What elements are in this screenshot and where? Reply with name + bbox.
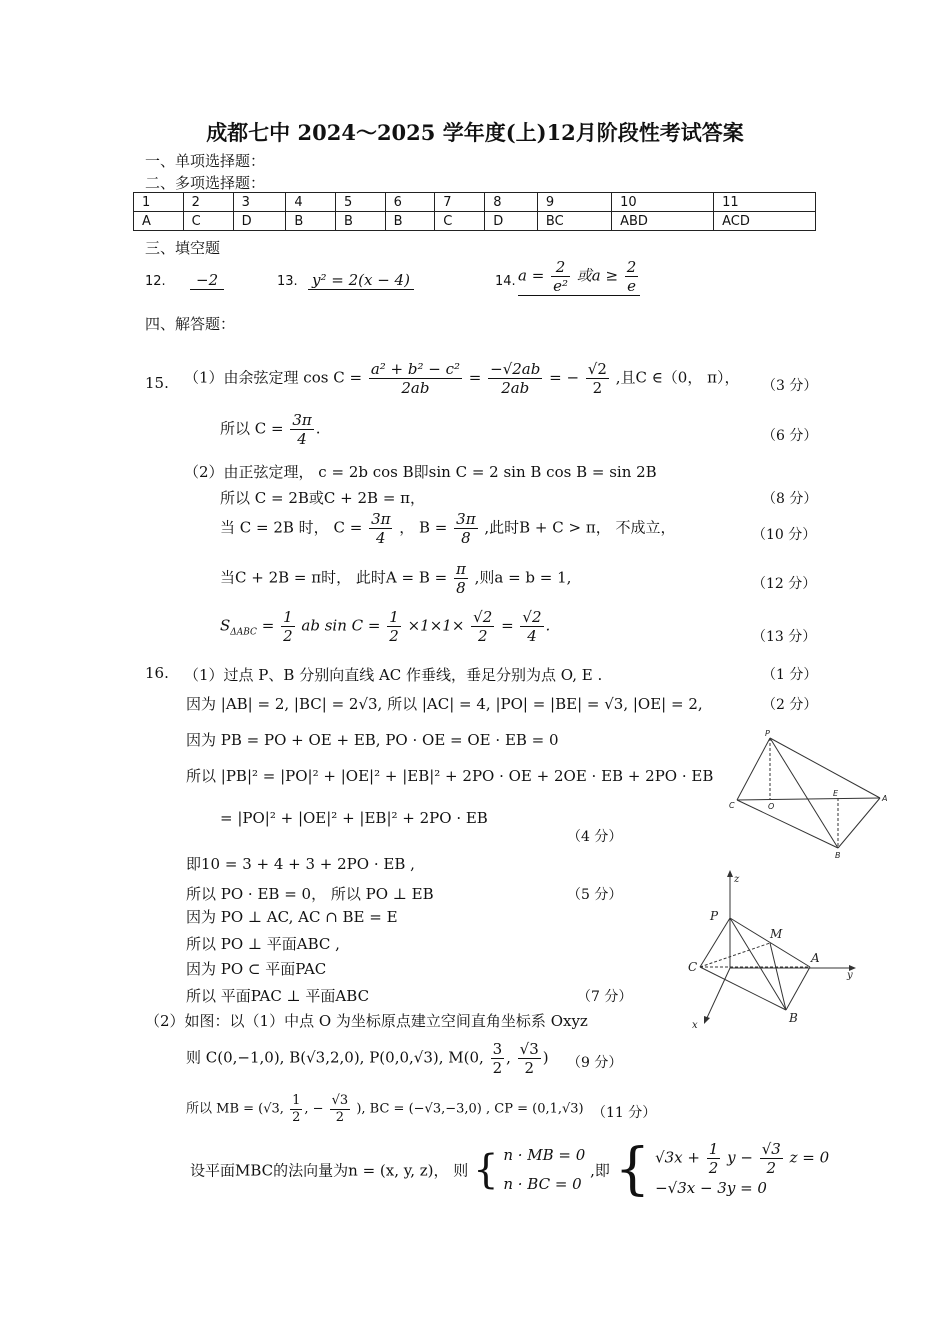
label-b: B xyxy=(835,851,841,860)
fraction xyxy=(471,608,494,645)
fraction xyxy=(551,258,570,295)
denominator: 2 xyxy=(592,379,603,397)
label-c: C xyxy=(729,801,735,810)
text: 所以 MB = (√3, xyxy=(186,1101,284,1117)
numerator: 1 xyxy=(389,608,399,626)
table-cell: 2 xyxy=(183,193,233,212)
equation: n · MB = 0 xyxy=(503,1146,586,1165)
numerator: 1 xyxy=(708,1140,719,1158)
table-cell: 8 xyxy=(485,193,538,212)
numerator: √3 xyxy=(331,1093,349,1108)
text: . xyxy=(315,419,321,438)
text: ,即 xyxy=(590,1161,610,1180)
text: = xyxy=(501,616,514,635)
denominator: 2ab xyxy=(501,379,530,397)
numerator: a² + b² − c² xyxy=(370,360,461,378)
table-cell: 5 xyxy=(335,193,385,212)
fraction xyxy=(387,608,401,645)
label-o: O xyxy=(768,802,775,811)
denominator: 4 xyxy=(297,430,307,448)
denominator: 2 xyxy=(335,1109,345,1125)
q15-line-2 xyxy=(220,411,321,448)
q16-line-8: 因为 PO ⊥ AC, AC ∩ BE = E xyxy=(186,908,398,926)
text: ) xyxy=(542,1048,549,1067)
q16-line-9: 所以 PO ⊥ 平面ABC , xyxy=(186,935,340,953)
q12-label: 12. xyxy=(145,274,166,289)
table-cell: 1 xyxy=(134,193,184,212)
brace-left: { xyxy=(473,1146,499,1193)
fraction xyxy=(369,510,392,547)
q12-answer: −2 xyxy=(190,271,224,290)
brace-left: { xyxy=(614,1136,651,1202)
table-cell: 3 xyxy=(233,193,286,212)
denominator: 2 xyxy=(477,627,488,645)
text: 则 C(0,−1,0), B(√3,2,0), P(0,0,√3), M(0, xyxy=(186,1048,484,1067)
q15-line-7 xyxy=(220,608,550,645)
section-multi-choice: 二、多项选择题： xyxy=(145,174,266,192)
table-cell: C xyxy=(435,212,485,231)
q15-line-6 xyxy=(220,560,571,597)
numerator: −√2ab xyxy=(490,360,541,378)
denominator: 2ab xyxy=(401,379,430,397)
label-m: M xyxy=(770,927,783,941)
table-cell: BC xyxy=(537,212,611,231)
score-mark: （10 分） xyxy=(752,527,817,543)
q15-line-4: 所以 C = 2B或C + 2B = π， xyxy=(220,489,426,507)
fraction xyxy=(488,360,542,397)
numerator: √2 xyxy=(587,360,607,378)
score-mark: （7 分） xyxy=(577,989,633,1005)
denominator: e² xyxy=(553,277,568,295)
numerator: 2 xyxy=(551,258,570,277)
edge-ab xyxy=(838,798,880,848)
text: z = 0 xyxy=(789,1148,830,1167)
q14-or: 或a ≥ xyxy=(576,266,619,285)
q16-line-2: 因为 |AB| = 2, |BC| = 2√3, 所以 |AC| = 4, |PO| = |BE| = √3, |OE| = 2, xyxy=(186,695,703,713)
numerator: √2 xyxy=(522,608,542,626)
table-cell: 4 xyxy=(286,193,336,212)
numerator: √3 xyxy=(761,1140,781,1158)
score-mark: （12 分） xyxy=(752,576,817,592)
table-cell: C xyxy=(183,212,233,231)
label-p: P xyxy=(765,729,770,738)
edge-pc xyxy=(737,738,770,800)
text: y − xyxy=(727,1148,753,1167)
text: . xyxy=(545,616,551,635)
table-cell: D xyxy=(233,212,286,231)
text: ,且C ∈（0， π）， xyxy=(615,368,740,387)
q13-label: 13. xyxy=(277,274,298,289)
q16-line-13: 则 C(0,−1,0), B(√3,2,0), P(0,0,√3), M(0, $\frac{3}{2}$ , $\frac{√3}{2}$ ) xyxy=(186,1040,549,1077)
table-cell: B xyxy=(335,212,385,231)
text: 设平面MBC的法向量为n = (x, y, z)， 则 xyxy=(190,1161,469,1180)
score-mark: （8 分） xyxy=(762,491,818,507)
q16-line-15 xyxy=(190,1136,830,1202)
label-x: x xyxy=(692,1020,698,1031)
table-cell: A xyxy=(134,212,184,231)
numerator: 3π xyxy=(292,411,312,429)
fraction xyxy=(290,411,313,448)
equation-system-2 xyxy=(655,1140,829,1200)
section-fill-blank: 三、填空题 xyxy=(145,239,221,257)
numerator: √3 xyxy=(519,1040,539,1058)
fraction xyxy=(454,510,477,547)
score-mark: （5 分） xyxy=(567,887,623,903)
denominator: e xyxy=(627,277,637,295)
score-mark: （11 分） xyxy=(592,1105,657,1121)
equation xyxy=(655,1140,829,1177)
q16-line-1: （1）过点 P、B 分别向直线 AC 作垂线，垂足分别为点 O, E . xyxy=(184,666,603,684)
text: ， B = xyxy=(399,518,448,537)
table-cell: D xyxy=(485,212,538,231)
q16-line-4: 所以 |PB|² = |PO|² + |OE|² + |EB|² + 2PO · OE + 2OE · EB + 2PO · EB xyxy=(186,767,714,785)
numerator: 3 xyxy=(492,1040,503,1058)
q16-line-11: 所以 平面PAC ⊥ 平面ABC xyxy=(186,987,370,1005)
denominator: 2 xyxy=(292,1109,301,1125)
section-single-choice: 一、单项选择题： xyxy=(145,152,266,170)
fraction xyxy=(281,608,295,645)
denominator: 2 xyxy=(283,627,293,645)
q16-line-12: （2）如图：以（1）中点 O 为坐标原点建立空间直角坐标系 Oxyz xyxy=(145,1012,588,1030)
denominator: 4 xyxy=(527,627,537,645)
q14-answer xyxy=(518,258,640,296)
table-cell: ABD xyxy=(612,212,714,231)
q16-label: 16. xyxy=(145,664,169,682)
numerator: 3π xyxy=(371,510,391,528)
edge-pc xyxy=(700,918,730,967)
score-mark: （3 分） xyxy=(762,378,818,394)
text: ×1×1× xyxy=(407,616,465,635)
text: ,则a = b = 1, xyxy=(474,568,572,587)
edge-pa xyxy=(770,738,880,798)
numerator: √2 xyxy=(473,608,493,626)
score-mark: （9 分） xyxy=(567,1055,623,1071)
q15-label: 15. xyxy=(145,374,169,392)
q16-line-10: 因为 PO ⊂ 平面PAC xyxy=(186,960,327,978)
label-a: A xyxy=(811,951,820,965)
q14-label: 14. xyxy=(495,274,516,289)
text: ab sin C = xyxy=(301,616,381,635)
score-mark: （1 分） xyxy=(762,667,818,683)
text: 当 C = 2B 时， C = xyxy=(220,518,363,537)
z-arrow-icon xyxy=(727,870,733,877)
denominator: 2 xyxy=(708,1159,719,1177)
fraction xyxy=(369,360,462,397)
answer-table-answer-row xyxy=(134,212,816,231)
q14-lhs: a = xyxy=(518,266,545,285)
fraction xyxy=(707,1140,721,1177)
edge-ab xyxy=(786,967,810,1010)
text: S xyxy=(220,616,231,635)
table-cell: 9 xyxy=(537,193,611,212)
score-mark: （13 分） xyxy=(752,629,817,645)
denominator: 4 xyxy=(375,529,386,547)
label-e: E xyxy=(833,789,839,798)
x-arrow-icon xyxy=(704,1016,710,1024)
q16-line-5: = |PO|² + |OE|² + |EB|² + 2PO · EB xyxy=(220,809,488,827)
numerator: 1 xyxy=(283,608,293,626)
denominator: 8 xyxy=(461,529,471,547)
equation: −√3x − 3y = 0 xyxy=(655,1179,767,1197)
denominator: 2 xyxy=(766,1159,777,1177)
text: ,此时B + C > π， 不成立， xyxy=(484,518,676,537)
table-cell: ACD xyxy=(714,212,816,231)
fraction xyxy=(491,1040,505,1077)
q15-line-1: （1）由余弦定理 cos C = $\frac{\text{a² + b² − c²}}{2ab}$ = $\frac{-√2ab}{2ab}$ = − $\frac{√2}{2}$ ,且C ∈（0， π）， xyxy=(184,360,740,397)
q16-line-7: 所以 PO · EB = 0， 所以 PO ⊥ EB xyxy=(186,885,434,903)
edge-pa xyxy=(730,918,810,967)
table-cell: 10 xyxy=(612,193,714,212)
q16-line-14: 所以 MB = (√3, $\frac{1}{2}$ , − $\frac{√3}{2}$ ), BC = (−√3,−3,0) , CP = (0,1,√3) xyxy=(186,1093,584,1125)
numerator: 3π xyxy=(456,510,476,528)
fraction xyxy=(760,1140,783,1177)
text: 所以 C = xyxy=(220,419,284,438)
text: ), BC = (−√3,−3,0) , CP = (0,1,√3) xyxy=(356,1101,584,1117)
q15-line-5 xyxy=(220,510,675,547)
subscript: ΔABC xyxy=(230,627,257,638)
denominator: 2 xyxy=(389,627,399,645)
text: √3x + xyxy=(655,1148,700,1167)
q16-line-3: 因为 PB = PO + OE + EB, PO · OE = OE · EB = 0 xyxy=(186,731,559,749)
q16-line-6: 即10 = 3 + 4 + 3 + 2PO · EB , xyxy=(186,855,415,873)
numerator: π xyxy=(455,560,466,578)
score-mark: （4 分） xyxy=(567,829,623,845)
text: （1）由余弦定理 cos C = xyxy=(184,368,363,387)
fraction xyxy=(454,560,468,597)
equation-system-1 xyxy=(503,1141,585,1198)
label-y: y xyxy=(847,970,853,981)
fraction xyxy=(518,1040,541,1077)
numerator: 2 xyxy=(626,258,637,276)
figure-quadrilateral xyxy=(725,728,895,863)
q13-answer: y² = 2(x − 4) xyxy=(308,271,414,290)
table-cell: B xyxy=(286,212,336,231)
fraction xyxy=(586,360,609,397)
answer-table xyxy=(133,192,816,231)
denominator: 2 xyxy=(524,1059,534,1077)
figure-coordinate-system xyxy=(680,868,865,1033)
label-p: P xyxy=(710,909,719,923)
score-mark: （2 分） xyxy=(762,697,818,713)
numerator: 1 xyxy=(292,1093,301,1108)
fraction xyxy=(330,1093,351,1125)
label-c: C xyxy=(688,960,698,974)
page-title: 成都七中 2024～2025 学年度(上)12月阶段性考试答案 xyxy=(206,120,744,145)
edge-mb xyxy=(770,943,786,1010)
label-b: B xyxy=(789,1011,798,1025)
equation: n · BC = 0 xyxy=(503,1174,582,1193)
fraction xyxy=(625,258,639,295)
score-mark: （6 分） xyxy=(762,428,818,444)
table-cell: 6 xyxy=(385,193,435,212)
table-cell: 11 xyxy=(714,193,816,212)
table-cell: B xyxy=(385,212,435,231)
fraction xyxy=(290,1093,302,1125)
denominator: 8 xyxy=(456,579,466,597)
text: = xyxy=(261,616,275,635)
table-cell: 7 xyxy=(435,193,485,212)
label-a: A xyxy=(882,794,888,803)
answer-table-number-row xyxy=(134,193,816,212)
denominator: 2 xyxy=(492,1059,503,1077)
fraction xyxy=(520,608,543,645)
label-z: z xyxy=(734,874,740,885)
q15-line-3: （2）由正弦定理， c = 2b cos B即sin C = 2 sin B cos B = sin 2B xyxy=(184,463,657,481)
text: 当C + 2B = π时， 此时A = B = xyxy=(220,568,448,587)
edge-cm xyxy=(700,943,770,967)
section-solutions: 四、解答题： xyxy=(145,315,236,333)
